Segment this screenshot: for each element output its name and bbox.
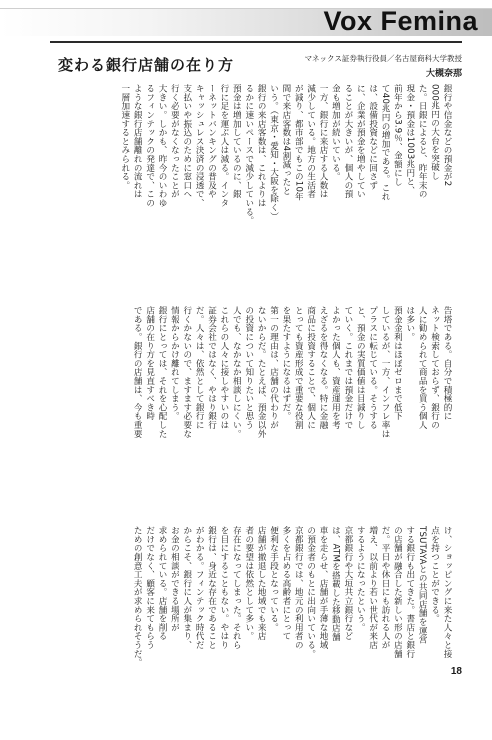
text-column-3 [42,526,452,740]
text-line: 現金・預金は1003兆円と、 [404,84,415,195]
text-line: とっても資産形成で重要な役割 [293,306,304,430]
text-line: これらの人々に接しやすいのは [218,306,229,430]
text-line: 人でも、なかなか相談しにくい。 [231,306,242,438]
text-line: 大きい。しかも、昨今のいわゆ [157,84,168,208]
text-line: 支払いや振込のために窓口へ [181,84,192,199]
text-line: しているが、一方、インフレ率は [380,306,391,438]
text-line: 便利な手段となっている。 [268,526,279,632]
text-line: が減り、都市部でもこの10年 [293,84,304,201]
text-line: 告塔である。自分で積極的に [442,306,452,421]
text-line: 求められている。店舗を削る [157,526,168,641]
text-line: に、企業が預金を増やしてい [355,84,366,199]
text-line: ないからだ。たとえば、預金以外 [256,306,267,438]
text-line: た。日銀によると、昨年末の [417,84,428,199]
text-line: 第一の理由は、店舗の代わりが [268,306,279,430]
text-line: キャッシュレス決済の浸透で、 [194,84,205,208]
title-rule [50,41,462,43]
text-line: の店舗が融合した新しい形の店舗 [392,526,403,658]
magazine-brand: Vox Femina [323,6,478,36]
text-line: 店舗の在り方を見直すべき時 [144,306,155,421]
text-line: する銀行も出てきた。書店と銀行 [404,526,415,658]
text-line: け、ショッピングに来た人々と接 [442,526,452,658]
text-line: を目にすることもない。やはり [218,526,229,650]
text-line: るかに速いペースで減少している。 [243,84,254,225]
text-line: ネット検索しておらず、銀行の [429,306,440,430]
text-line: からこそ、銀行に人が集まり、 [181,526,192,650]
text-line: と、預金の実質価値は目減りし [355,306,366,430]
text-line: である。銀行の店舗は、今も重要 [132,306,143,438]
text-line: 人に勧められて商品を買う個人 [417,306,428,430]
text-line: 銀行の来店客数は、これよりは [256,84,267,208]
text-line: だけでなく、顧客に来てもらう [144,526,155,650]
text-line: の投資について知りたいと思う [243,306,254,430]
text-line: 存在になってしまった。それら [231,526,242,650]
text-line: 預金金利はほぼゼロまで低下 [392,306,403,421]
text-line: 証券会社ではなく、やはり銀行 [206,306,217,430]
text-line: 金も増加が続いている。 [330,84,341,181]
text-line: ーネットバンキングの普及や [206,84,217,199]
page-number: 18 [450,666,462,677]
text-line: は、設備投資などに回さず [367,84,378,190]
text-line: いう。（東京・愛知・大阪を除く） [268,84,279,221]
text-line: 000兆円の大台を突破し [429,84,440,181]
text-line: よかった個人も、資産運用を考 [330,306,341,430]
text-line: お金の相談ができる場所が [169,526,180,632]
text-line: 減少している。地方の生活者 [305,84,316,199]
text-line: えざるを得なくなる。特に金融 [318,306,329,430]
text-line: の預金者のもとに出向いている。 [305,526,316,658]
text-line: ていく。これまでは預金だけで [342,306,353,430]
text-line: 間で来店客数は4割減ったと [280,84,291,196]
text-line: 銀行や信金などの預金が2 [442,84,452,187]
author-affiliation: マネックス証券執行役員／名古屋商科大学教授 [304,54,462,63]
text-line: 京都銀行や大垣共立銀行など [342,526,353,641]
text-line: 車を走らせ、店舗が手薄な地域 [318,526,329,650]
text-column-2 [42,306,452,516]
text-line: 銀行にとっては、それを心配した [157,306,168,438]
text-line: 行に足を運ぶ人は減る。インタ [218,84,229,208]
text-line: て40兆円の増加である。これ [380,84,391,201]
text-line: を果たすようになるはずだ。 [280,306,291,421]
text-line: ための創意工夫が求められそうだ。 [132,526,143,667]
text-line: 行く必要がなくなったことが [169,84,180,199]
text-line: がわかる。フィンテック時代だ [194,526,205,650]
text-line: だ。平日や休日にも訪れる人が [380,526,391,650]
text-line: ような銀行店舗離れの流れは [132,84,143,199]
text-line: するようになったという。 [355,526,366,632]
text-line: 者の要望は依然として多い。 [243,526,254,641]
text-line: は、ATMを搭載した移動店舗 [330,526,341,642]
text-line: 増え、以前より若い世代が来店 [367,526,378,650]
text-line: 預金は増加しているのに、銀 [231,84,242,199]
text-line: プラスに転じている。そうする [367,306,378,430]
text-line: 一方、銀行に来店する人数は [318,84,329,199]
text-line: るフィンテックの発達で、この [144,84,155,208]
text-line: 多くを占める高齢者にとって [280,526,291,641]
text-line: 情報からかけ離れてしまう。 [169,306,180,421]
text-line: 京都銀行では、地元の利用者の [293,526,304,650]
text-line: 行くかないので、ますます必要な [181,306,192,438]
text-line: 点を持つことができる。 [429,526,440,623]
text-line: 店舗が撤退した地域でも来店 [256,526,267,641]
author-name: 大槻奈那 [425,69,462,79]
text-line: ることが大きいが、個人の預 [342,84,353,199]
text-line: 商品に投資することで、個人に [305,306,316,430]
article-title: 変わる銀行店舗の在り方 [58,56,235,74]
text-line: は多い。 [404,306,415,342]
text-line: TSUTAYAとの共同店舗を運営 [417,526,428,644]
text-line: 銀行は、身近な存在であること [206,526,217,650]
text-line: だ。人々は、依然として銀行に [194,306,205,430]
text-column-1 [42,84,452,296]
text-line: 前年から3.9％、金額にし [392,84,403,187]
text-line: 一層加速するとみられる。 [119,84,130,190]
